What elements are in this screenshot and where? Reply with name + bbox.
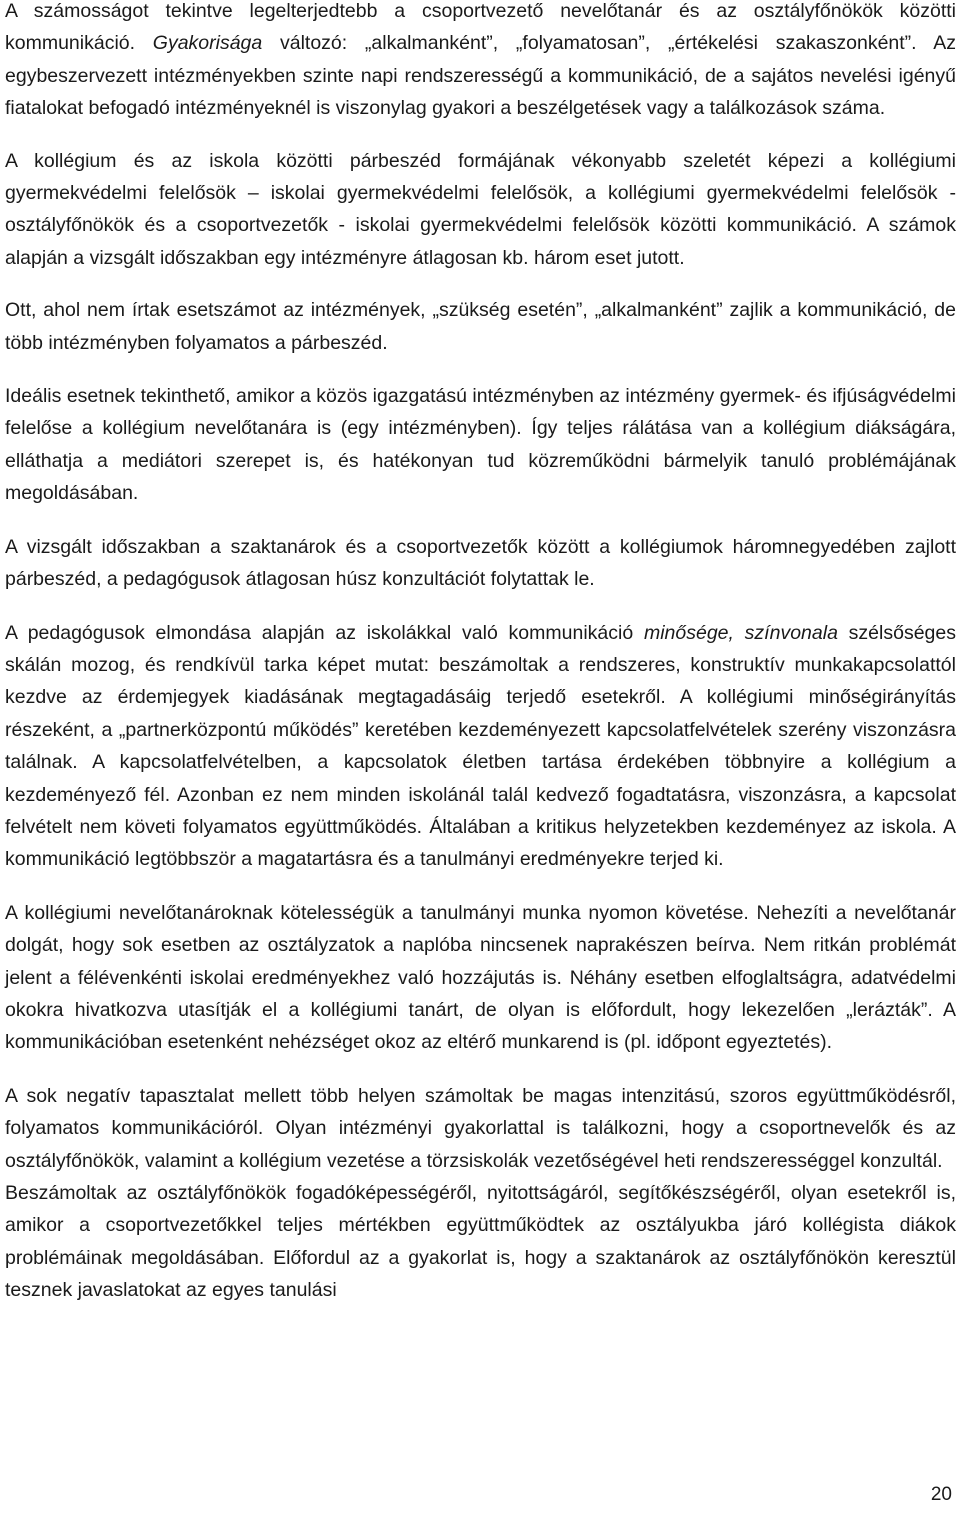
text-segment: Ideális esetnek tekinthető, amikor a közös igazgatású intézményben az intézmény gyermek- és ifjúságvédelmi felelőse a kollégium nevelőtanára is (egy intézményben). Így teljes rálátása van a kollégium diákságára, elláthatja a mediátori szerepet is, és hatékonyan tud közreműködni bármelyik tanuló problémájának megoldásában.	[5, 385, 956, 505]
text-segment: Ott, ahol nem írtak esetszámot az intézmények, „szükség esetén”, „alkalmanként” zajlik a kommunikáció, de több intézményben folyamatos a párbeszéd.	[5, 299, 956, 354]
text-segment: A vizsgált időszakban a szaktanárok és a csoportvezetők között a kollégiumok háromnegyedében zajlott párbeszéd, a pedagógusok átlagosan húsz konzultációt folytattak le.	[5, 535, 956, 591]
page-number: 20	[930, 1484, 952, 1505]
text-segment: A pedagógusok elmondása alapján az iskolákkal való kommunikáció	[5, 621, 644, 644]
text-segment: A sok negatív tapasztalat mellett több helyen számoltak be magas intenzitású, szoros együttműködésről, folyamatos kommunikációról. Olyan intézményi gyakorlattal is találkozni, hogy a csoportnevelők és az osztályfőnökök, valamint a kollégium vezetése a törzsiskolák vezetőségével heti rendszerességgel konzultál.	[5, 1084, 956, 1172]
document-page	[5, 0, 956, 1307]
paragraph-3	[5, 294, 956, 359]
paragraph-4	[5, 380, 956, 510]
text-segment: változó: „alkalmanként”, „folyamatosan”, „értékelési szakaszonként”. Az egybeszervezett intézményekben szinte napi rendszerességű a kommunikáció, de a sajátos nevelési igényű fiatalokat befogadó intézményeknél is viszonylag gyakori a beszélgetések vagy a találkozások száma.	[5, 32, 956, 120]
paragraph-8	[5, 1080, 956, 1177]
paragraph-2	[5, 145, 956, 275]
paragraph-1	[5, 0, 956, 125]
text-segment: A számosságot tekintve legelterjedtebb a csoportvezető nevelőtanár és az osztályfőnökök közötti kommunikáció.	[5, 0, 956, 55]
text-segment: A kollégium és az iskola közötti párbeszéd formájának vékonyabb szeletét képezi a kollégiumi gyermekvédelmi felelősök – iskolai gyermekvédelmi felelősök, a kollégiumi gyermekvédelmi felelősök - osztályfőnökök és a csoportvezetők - iskolai gyermekvédelmi felelősök közötti kommunikáció. A számok alapján a vizsgált időszakban egy intézményre átlagosan kb. három eset jutott.	[5, 149, 956, 269]
paragraph-5	[5, 531, 956, 596]
text-segment: szélsőséges skálán mozog, és rendkívül tarka képet mutat: beszámoltak a rendszeres, konstruktív munkakapcsolattól kezdve az érdemjegyek kiadásának megtagadásáig terjedő esetekről. A kollégiumi minőségirányítás részeként, a „partnerközpontú működés” keretében kezdeményezett kapcsolatfelvételek szerény viszonzásra találnak. A kapcsolatfelvételben, a kapcsolatok életben tartása érdekében többnyire a kollégium a kezdeményező fél. Azonban ez nem minden iskolánál talál kedvező fogadtatásra, viszonzásra, a kapcsolat felvételt nem követi folyamatos együttműködés. Általában a kritikus helyzetekben kezdeményez az iskola. A kommunikáció legtöbbször a magatartásra és a tanulmányi eredményekre terjed ki.	[5, 621, 956, 871]
text-segment: A kollégiumi nevelőtanároknak kötelességük a tanulmányi munka nyomon követése. Nehezíti a nevelőtanár dolgát, hogy sok esetben az osztályzatok a naplóba nincsenek naprakészen beírva. Nem ritkán problémát jelent a félévenkénti iskolai eredményekhez való hozzájutás is. Néhány esetben elfoglaltságra, adatvédelmi okokra hivatkozva utasítják el a kollégiumi tanárt, de olyan is előfordult, hogy lekezelően „lerázták”. A kommunikációban esetenként nehézséget okoz az eltérő munkarend is (pl. időpont egyeztetés).	[5, 901, 956, 1054]
text-segment: Beszámoltak az osztályfőnökök fogadóképességéről, nyitottságáról, segítőkészségéről, olyan esetekről is, amikor a csoportvezetőkkel teljes mértékben együttműködtek az osztályukba járó kollégista diákok problémáinak megoldásában. Előfordul az a gyakorlat is, hogy a szaktanárok az osztályfőnökön keresztül tesznek javaslatokat az egyes tanulási	[5, 1182, 956, 1302]
paragraph-7	[5, 897, 956, 1059]
paragraph-9	[5, 1177, 956, 1307]
italic-segment: minősége, színvonala	[643, 621, 838, 644]
paragraph-6	[5, 617, 956, 876]
italic-segment: Gyakorisága	[152, 32, 263, 55]
